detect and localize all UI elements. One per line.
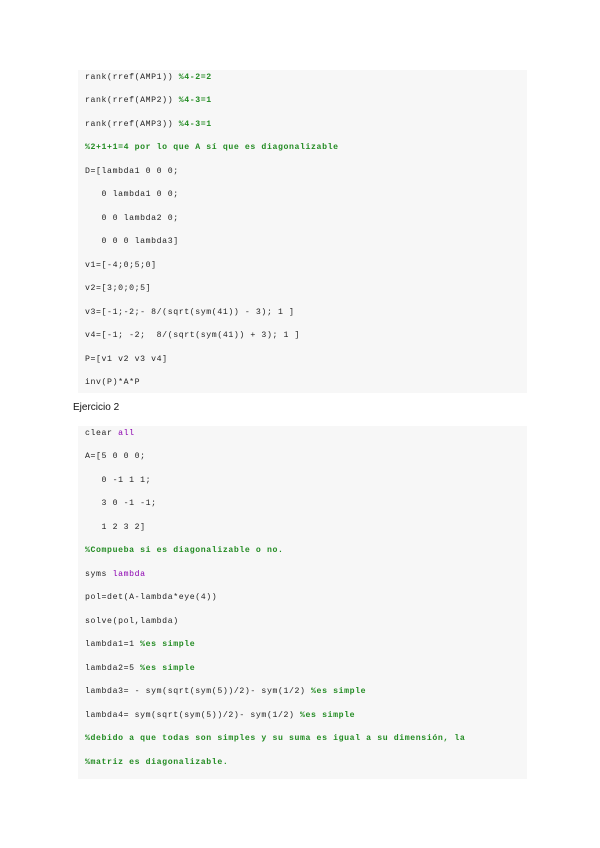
code-line: v3=[-1;-2;- 8/(sqrt(sym(41)) - 3); 1 ] [85, 308, 295, 317]
code-line: %matriz es diagonalizable. [85, 758, 229, 767]
code-line: 1 2 3 2] [85, 523, 146, 532]
code-line: %Compueba si es diagonalizable o no. [85, 546, 284, 555]
code-line: 3 0 -1 -1; [85, 499, 157, 508]
code-line: inv(P)*A*P [85, 378, 141, 387]
code-line: rank(rref(AMP2)) %4-3=1 [85, 96, 212, 105]
code-line: %debido a que todas son simples y su suma es igual a su dimensión, la [85, 734, 466, 743]
code-line: solve(pol,lambda) [85, 617, 179, 626]
code-line: 0 lambda1 0 0; [85, 190, 179, 199]
code-line: clear all [85, 429, 135, 438]
code-line: P=[v1 v2 v3 v4] [85, 355, 168, 364]
code-line: D=[lambda1 0 0 0; [85, 167, 179, 176]
code-line: pol=det(A-lambda*eye(4)) [85, 593, 218, 602]
code-line: A=[5 0 0 0; [85, 452, 146, 461]
code-line: rank(rref(AMP3)) %4-3=1 [85, 120, 212, 129]
code-line: rank(rref(AMP1)) %4-2=2 [85, 73, 212, 82]
code-line: lambda1=1 %es simple [85, 640, 196, 649]
code-line: lambda3= - sym(sqrt(sym(5))/2)- sym(1/2) %es simple [85, 687, 367, 696]
code-line: 0 0 lambda2 0; [85, 214, 179, 223]
code-line: lambda4= sym(sqrt(sym(5))/2)- sym(1/2) %es simple [85, 711, 356, 720]
code-line: v4=[-1; -2; 8/(sqrt(sym(41)) + 3); 1 ] [85, 331, 301, 340]
code-line: syms lambda [85, 570, 146, 579]
code-line: %2+1+1=4 por lo que A sí que es diagonalizable [85, 143, 339, 152]
code-block-2 [78, 426, 527, 779]
code-line: 0 -1 1 1; [85, 476, 152, 485]
code-line: lambda2=5 %es simple [85, 664, 196, 673]
code-line: v2=[3;0;0;5] [85, 284, 152, 293]
section-heading: Ejercicio 2 [73, 402, 120, 413]
code-line: v1=[-4;0;5;0] [85, 261, 157, 270]
code-block-1 [78, 70, 527, 393]
code-line: 0 0 0 lambda3] [85, 237, 179, 246]
